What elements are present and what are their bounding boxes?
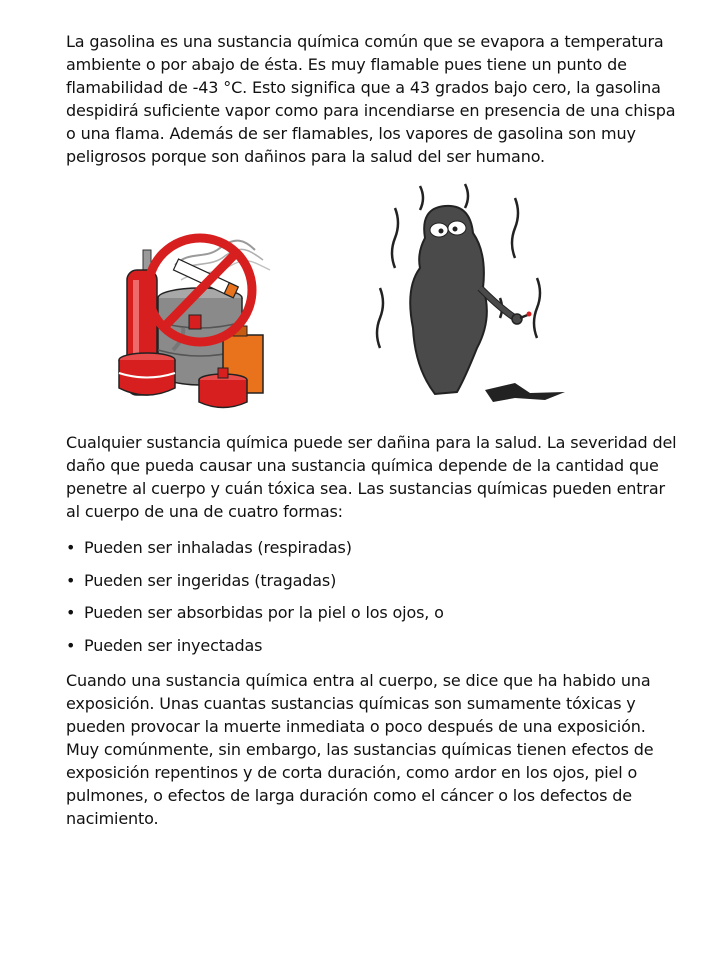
list-item <box>66 536 666 559</box>
exposure-routes-list <box>66 536 666 666</box>
person-exposed-to-vapors-illustration <box>365 178 575 410</box>
list-item <box>66 569 666 592</box>
list-item-text: Pueden ser inyectadas <box>84 635 263 655</box>
paragraph-exposure: Cuando una sustancia química entra al cuerpo, se dice que ha habido una exposición. Unas cuantas sustancias químicas son sumamente tóxicas y pueden provocar la muerte inmediata o poco después de una exposición. Muy comúnmente, sin embargo, las sustancias químicas tienen efectos de exposición repentinos y de corta duración, como ardor en los ojos, piel o pulmones, o efectos de larga duración como el cáncer o los defectos de nacimiento. <box>66 671 654 828</box>
paragraph-gasoline-intro: La gasolina es una sustancia química común que se evapora a temperatura ambiente o por abajo de ésta. Es muy flamable pues tiene un punto de flamabilidad de -43 °C. Esto significa que a 43 grados bajo cero, la gasolina despidirá suficiente vapor como para incendiarse en presencia de una chispa o una flama. Además de ser flamables, los vapores de gasolina son muy peligrosos porque son dañinos para la salud del ser humano. <box>66 32 676 166</box>
list-item-text: Pueden ser inhaladas (respiradas) <box>84 538 352 557</box>
bullet-symbol: • <box>66 570 76 590</box>
paragraph-routes-intro: Cualquier sustancia química puede ser dañina para la salud. La severidad del daño que pueda causar una sustancia química depende de la cantidad que penetre al cuerpo y cuán tóxica sea. Las sustancias químicas pueden entrar al cuerpo de una de cuatro formas: <box>66 433 677 521</box>
flammable-containers-no-smoking-illustration <box>105 210 285 415</box>
list-item <box>66 634 666 657</box>
bullet-symbol: • <box>66 538 76 557</box>
list-item-text: Pueden ser ingeridas (tragadas) <box>84 570 337 590</box>
list-item-text: Pueden ser absorbidas por la piel o los ojos, o <box>84 603 444 622</box>
bullet-symbol: • <box>66 635 76 655</box>
bullet-symbol: • <box>66 603 76 622</box>
list-item <box>66 601 666 624</box>
